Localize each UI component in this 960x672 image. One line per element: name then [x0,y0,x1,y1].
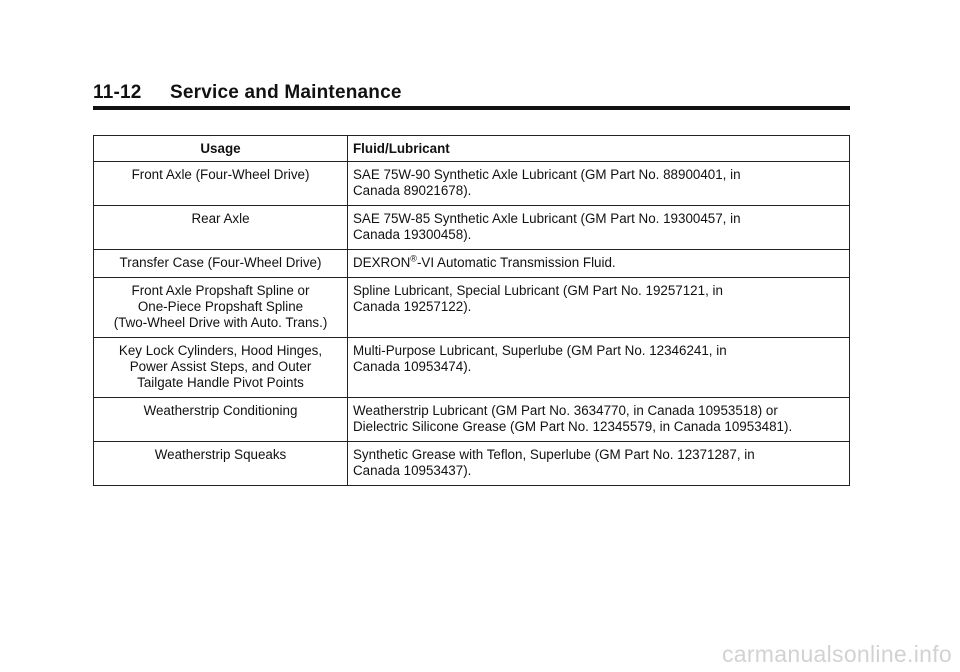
page-header [93,80,850,110]
fluid-cell [348,398,850,442]
column-header-fluid: Fluid/Lubricant [348,136,850,162]
usage-cell [94,206,348,250]
fluid-cell [348,250,850,278]
registered-mark: ® [410,253,417,264]
usage-cell [94,278,348,338]
table-row [94,398,850,442]
fluid-line: Multi-Purpose Lubricant, Superlube (GM Part No. 12346241, in [353,343,727,358]
usage-line: Tailgate Handle Pivot Points [137,375,304,390]
fluid-cell [348,162,850,206]
fluid-line [353,255,849,271]
fluid-cell [348,278,850,338]
fluid-line: Canada 19300458). [353,227,472,242]
table-row [94,338,850,398]
table-row [94,250,850,278]
usage-line: Rear Axle [191,211,250,226]
usage-cell [94,162,348,206]
fluid-line: Canada 19257122). [353,299,472,314]
usage-line: Transfer Case (Four-Wheel Drive) [119,255,322,270]
usage-line: Weatherstrip Conditioning [143,403,298,418]
table-header-row [94,136,850,162]
usage-cell [94,398,348,442]
fluid-line: SAE 75W-90 Synthetic Axle Lubricant (GM Part No. 88900401, in [353,167,741,182]
usage-line: Power Assist Steps, and Outer [129,359,312,374]
fluid-line: Canada 89021678). [353,183,472,198]
usage-line: One-Piece Propshaft Spline [137,299,304,314]
section-title: Service and Maintenance [170,82,402,103]
fluid-lubricant-table [93,135,850,486]
table-row [94,442,850,486]
fluid-line: Canada 10953474). [353,359,472,374]
usage-cell [94,442,348,486]
usage-line: Key Lock Cylinders, Hood Hinges, [118,343,323,358]
table-row [94,162,850,206]
watermark: carmanualsonline.info [721,641,952,667]
page-number: 11-12 [93,82,142,103]
fluid-line: Spline Lubricant, Special Lubricant (GM Part No. 19257121, in [353,283,723,298]
fluid-brand: DEXRON [353,255,411,270]
fluid-line: Weatherstrip Lubricant (GM Part No. 3634770, in Canada 10953518) or [353,403,778,418]
column-header-usage: Usage [94,136,348,162]
table-row [94,278,850,338]
usage-line: Weatherstrip Squeaks [154,447,287,462]
usage-cell [94,338,348,398]
fluid-line: Canada 10953437). [353,463,472,478]
fluid-cell [348,338,850,398]
table-row [94,206,850,250]
usage-cell [94,250,348,278]
fluid-line: Dielectric Silicone Grease (GM Part No. 12345579, in Canada 10953481). [353,419,793,434]
usage-line: Front Axle Propshaft Spline or [131,283,310,298]
fluid-rest: -VI Automatic Transmission Fluid. [416,255,616,270]
fluid-line: SAE 75W-85 Synthetic Axle Lubricant (GM Part No. 19300457, in [353,211,741,226]
usage-line: Front Axle (Four-Wheel Drive) [131,167,310,182]
fluid-line: Synthetic Grease with Teflon, Superlube (GM Part No. 12371287, in [353,447,755,462]
fluid-cell [348,442,850,486]
fluid-cell [348,206,850,250]
usage-line: (Two-Wheel Drive with Auto. Trans.) [113,315,328,330]
